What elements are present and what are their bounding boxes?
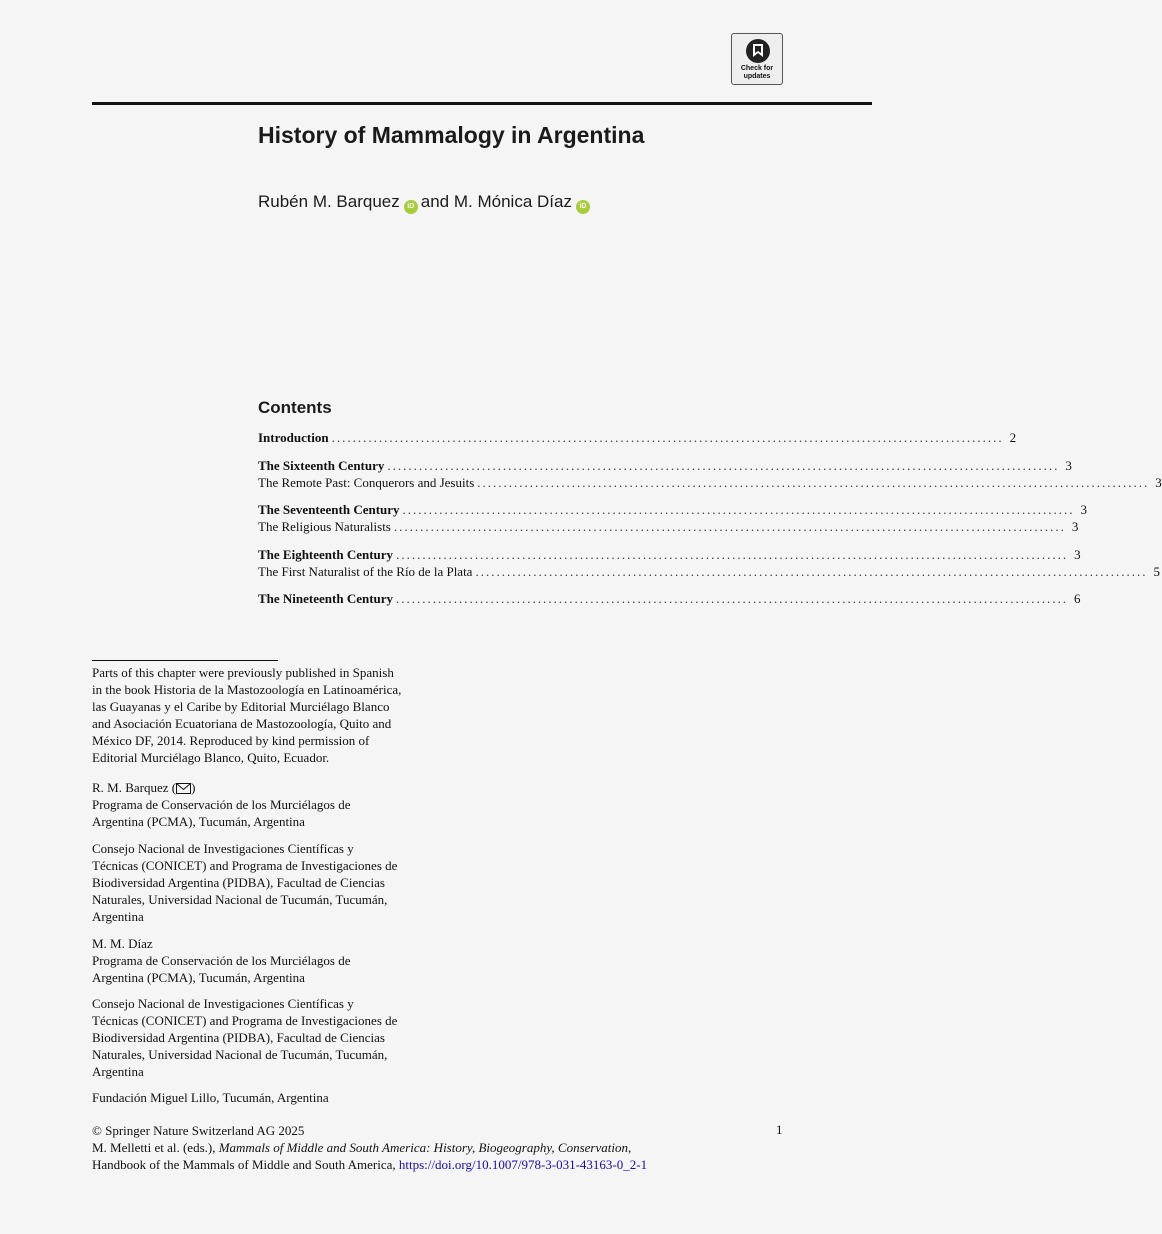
toc-label: The Seventeenth Century xyxy=(258,502,400,517)
editors: M. Melletti et al. (eds.), xyxy=(92,1140,219,1155)
affiliation-line: Argentina xyxy=(92,909,144,924)
toc-page: 3 xyxy=(1155,475,1162,490)
bookmark-icon xyxy=(745,38,771,64)
note-line: las Guayanas y el Caribe by Editorial Murciélago Blanco xyxy=(92,699,390,714)
note-line: in the book Historia de la Mastozoología en Latinoamérica, xyxy=(92,682,402,697)
toc-leader: ................................................................................................................................ xyxy=(475,564,1148,579)
contents-heading: Contents xyxy=(258,398,332,417)
chapter-title: History of Mammalogy in Argentina xyxy=(258,122,645,148)
toc-entry[interactable] xyxy=(258,430,1017,447)
badge-text xyxy=(732,65,782,81)
author-2-name: M. M. Díaz xyxy=(92,936,153,951)
toc-label: The Sixteenth Century xyxy=(258,458,385,473)
editors-line xyxy=(92,1139,792,1156)
author-2-conicet-affiliation xyxy=(92,995,442,1080)
author-2-affiliation xyxy=(92,935,442,986)
author-1-name-text: R. M. Barquez ( xyxy=(92,780,177,795)
author-1: Rubén M. Barquez xyxy=(258,192,400,211)
affiliation-line: Naturales, Universidad Nacional de Tucumán, Tucumán, xyxy=(92,892,388,907)
toc-label: Introduction xyxy=(258,430,329,445)
doi-link[interactable]: https://doi.org/10.1007/978-3-031-43163-0_2-1 xyxy=(398,1157,648,1172)
author-1-name-close: ) xyxy=(191,780,196,795)
toc-page: 5 xyxy=(1153,564,1160,579)
toc-leader: ................................................................................................................................ xyxy=(387,458,1060,473)
affiliation-line: Biodiversidad Argentina (PIDBA), Facultad de Ciencias xyxy=(92,1030,385,1045)
series-line xyxy=(92,1156,792,1173)
affiliation-line: Consejo Nacional de Investigaciones Científicas y xyxy=(92,996,354,1011)
toc-label: The Remote Past: Conquerors and Jesuits xyxy=(258,475,475,490)
citation-footer xyxy=(92,1122,792,1173)
affiliation-line: Naturales, Universidad Nacional de Tucumán, Tucumán, xyxy=(92,1047,388,1062)
affiliation-line: Programa de Conservación de los Murciélagos de xyxy=(92,953,351,968)
toc-page: 3 xyxy=(1065,458,1072,473)
orcid-icon[interactable]: iD xyxy=(404,200,418,214)
author-1-conicet-affiliation xyxy=(92,840,442,925)
footnote-rule xyxy=(92,660,278,661)
series: Handbook of the Mammals of Middle and South America, xyxy=(92,1157,399,1172)
toc-entry[interactable] xyxy=(258,475,1162,492)
copyright-line: © Springer Nature Switzerland AG 2025 xyxy=(92,1123,305,1138)
author-connector: and xyxy=(420,192,450,211)
check-for-updates-badge[interactable] xyxy=(731,33,783,85)
publication-note xyxy=(92,664,442,766)
toc-label: The First Naturalist of the Río de la Plata xyxy=(258,564,473,579)
toc-entry[interactable] xyxy=(258,502,1088,519)
orcid-icon[interactable]: iD xyxy=(576,200,590,214)
toc-page: 3 xyxy=(1074,547,1081,562)
affiliation-line: Técnicas (CONICET) and Programa de Investigaciones de xyxy=(92,858,398,873)
affiliation-line: Programa de Conservación de los Murciélagos de xyxy=(92,797,351,812)
toc-label: The Religious Naturalists xyxy=(258,519,391,534)
toc-page: 6 xyxy=(1074,591,1081,606)
toc-leader: ................................................................................................................................ xyxy=(396,591,1069,606)
toc-entry[interactable] xyxy=(258,591,1081,608)
page-number: 1 xyxy=(776,1122,783,1137)
affiliation-line: Argentina (PCMA), Tucumán, Argentina xyxy=(92,970,305,985)
top-rule xyxy=(92,102,872,105)
author-1-affiliation xyxy=(92,779,442,830)
toc-page: 3 xyxy=(1080,502,1088,517)
book-title-punct: , xyxy=(627,1140,632,1155)
badge-line-1: Check for xyxy=(740,65,774,72)
author-1-name xyxy=(92,779,442,796)
affiliation-line: Biodiversidad Argentina (PIDBA), Facultad de Ciencias xyxy=(92,875,385,890)
toc-label: The Eighteenth Century xyxy=(258,547,394,562)
toc-page: 2 xyxy=(1009,430,1017,445)
toc-entry[interactable] xyxy=(258,458,1072,475)
affiliation-line: Argentina (PCMA), Tucumán, Argentina xyxy=(92,814,305,829)
affiliation-line: Argentina xyxy=(92,1064,144,1079)
lillo-affiliation: Fundación Miguel Lillo, Tucumán, Argentina xyxy=(92,1090,329,1105)
note-line: Editorial Murciélago Blanco, Quito, Ecuador. xyxy=(92,750,330,765)
book-title: Mammals of Middle and South America: History, Biogeography, Conservation xyxy=(218,1140,628,1155)
toc-entry[interactable] xyxy=(258,519,1079,536)
toc-page: 3 xyxy=(1071,519,1079,534)
author-line xyxy=(258,192,593,214)
badge-line-2: updates xyxy=(743,73,771,80)
affiliation-line: Técnicas (CONICET) and Programa de Investigaciones de xyxy=(92,1013,398,1028)
toc-leader: ................................................................................................................................ xyxy=(331,430,1004,445)
toc-leader: ................................................................................................................................ xyxy=(477,475,1150,490)
toc-entry[interactable] xyxy=(258,564,1160,581)
toc-leader: ................................................................................................................................ xyxy=(396,547,1069,562)
affiliation-line: Consejo Nacional de Investigaciones Científicas y xyxy=(92,841,354,856)
author-2: M. Mónica Díaz xyxy=(453,192,572,211)
toc-entry[interactable] xyxy=(258,547,1081,564)
note-line: Parts of this chapter were previously published in Spanish xyxy=(92,665,394,680)
toc-leader: ................................................................................................................................ xyxy=(393,519,1066,534)
note-line: and Asociación Ecuatoriana de Mastozoología, Quito and xyxy=(92,716,392,731)
note-line: México DF, 2014. Reproduced by kind permission of xyxy=(92,733,370,748)
toc-label: The Nineteenth Century xyxy=(258,591,394,606)
toc-leader: ................................................................................................................................ xyxy=(402,502,1075,517)
mail-icon[interactable] xyxy=(176,783,191,794)
